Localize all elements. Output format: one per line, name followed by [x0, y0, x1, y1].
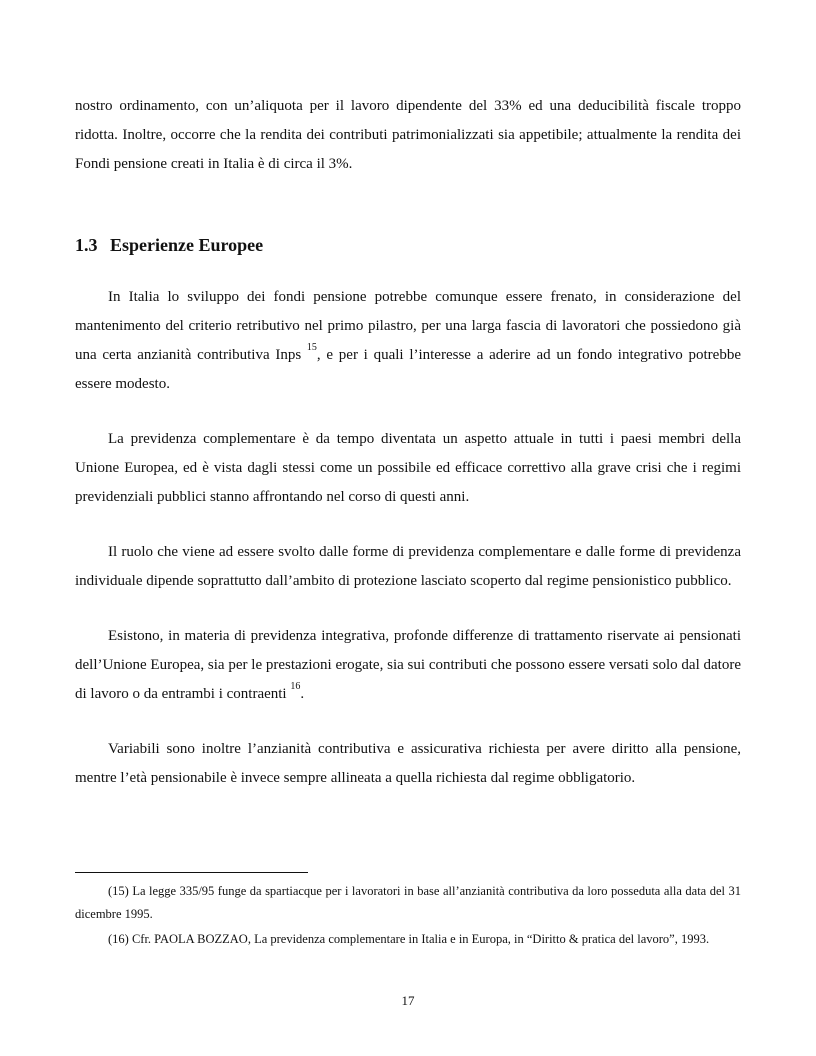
footnotes — [75, 880, 741, 953]
paragraph-esistono — [75, 622, 741, 709]
paragraph-text: , e per i quali l’interesse a aderire ad un fondo integrativo potrebbe essere modesto. — [75, 347, 741, 392]
footnote-15: (15) La legge 335/95 funge da spartiacque per i lavoratori in base all’anzianità contributiva da loro posseduta alla data del 31 dicembre 1995. — [75, 884, 741, 921]
footnote-16: (16) Cfr. PAOLA BOZZAO, La previdenza complementare in Italia e in Europa, in “Diritto & pratica del lavoro”, 1993. — [108, 932, 710, 946]
paragraph-text: . — [300, 686, 305, 702]
footnote-ref-16[interactable]: 16 — [290, 681, 301, 692]
paragraph-previdenza-complementare: La previdenza complementare è da tempo diventata un aspetto attuale in tutti i paesi membri della Unione Europea, ed è vista dagli stessi come un possibile ed efficace correttivo alla grave crisi che i regimi previdenziali pubblici stanno affrontando nel corso di questi anni. — [75, 431, 741, 505]
footnote-separator — [75, 872, 308, 873]
paragraph-text: Esistono, in materia di previdenza integrativa, profonde differenze di trattamento riservate ai pensionati dell’Unione Europea, sia per le prestazioni erogate, sia sui contributi che possono essere versati solo dal datore di lavoro o da entrambi i contraenti — [75, 628, 741, 702]
paragraph-italia — [75, 283, 741, 399]
footnote-ref-15[interactable]: 15 — [306, 342, 317, 353]
paragraph-variabili: Variabili sono inoltre l’anzianità contributiva e assicurativa richiesta per avere diritto alla pensione, mentre l’età pensionabile è invece sempre allineata a quella richiesta dal regime obbligatorio. — [75, 741, 741, 786]
continuation-paragraph: nostro ordinamento, con un’aliquota per il lavoro dipendente del 33% ed una deducibilità fiscale troppo ridotta. Inoltre, occorre che la rendita dei contributi patrimonializzati sia appetibile; attualmente la rendita dei Fondi pensione creati in Italia è di circa il 3%. — [75, 98, 741, 172]
paragraph-text: In Italia lo sviluppo dei fondi pensione potrebbe comunque essere frenato, in considerazione del mantenimento del criterio retributivo nel primo pilastro, per una larga fascia di lavoratori che possiedono già una certa anzianità contributiva Inps — [75, 289, 741, 363]
section-number: 1.3 — [75, 235, 98, 255]
section-title: Esperienze Europee — [110, 235, 264, 255]
page-body — [75, 92, 741, 793]
section-heading — [75, 233, 741, 257]
page-number: 17 — [401, 993, 415, 1008]
paragraph-ruolo: Il ruolo che viene ad essere svolto dalle forme di previdenza complementare e dalle forme di previdenza individuale dipende soprattutto dall’ambito di protezione lasciato scoperto dal regime pensionistico pubblico. — [75, 544, 741, 589]
